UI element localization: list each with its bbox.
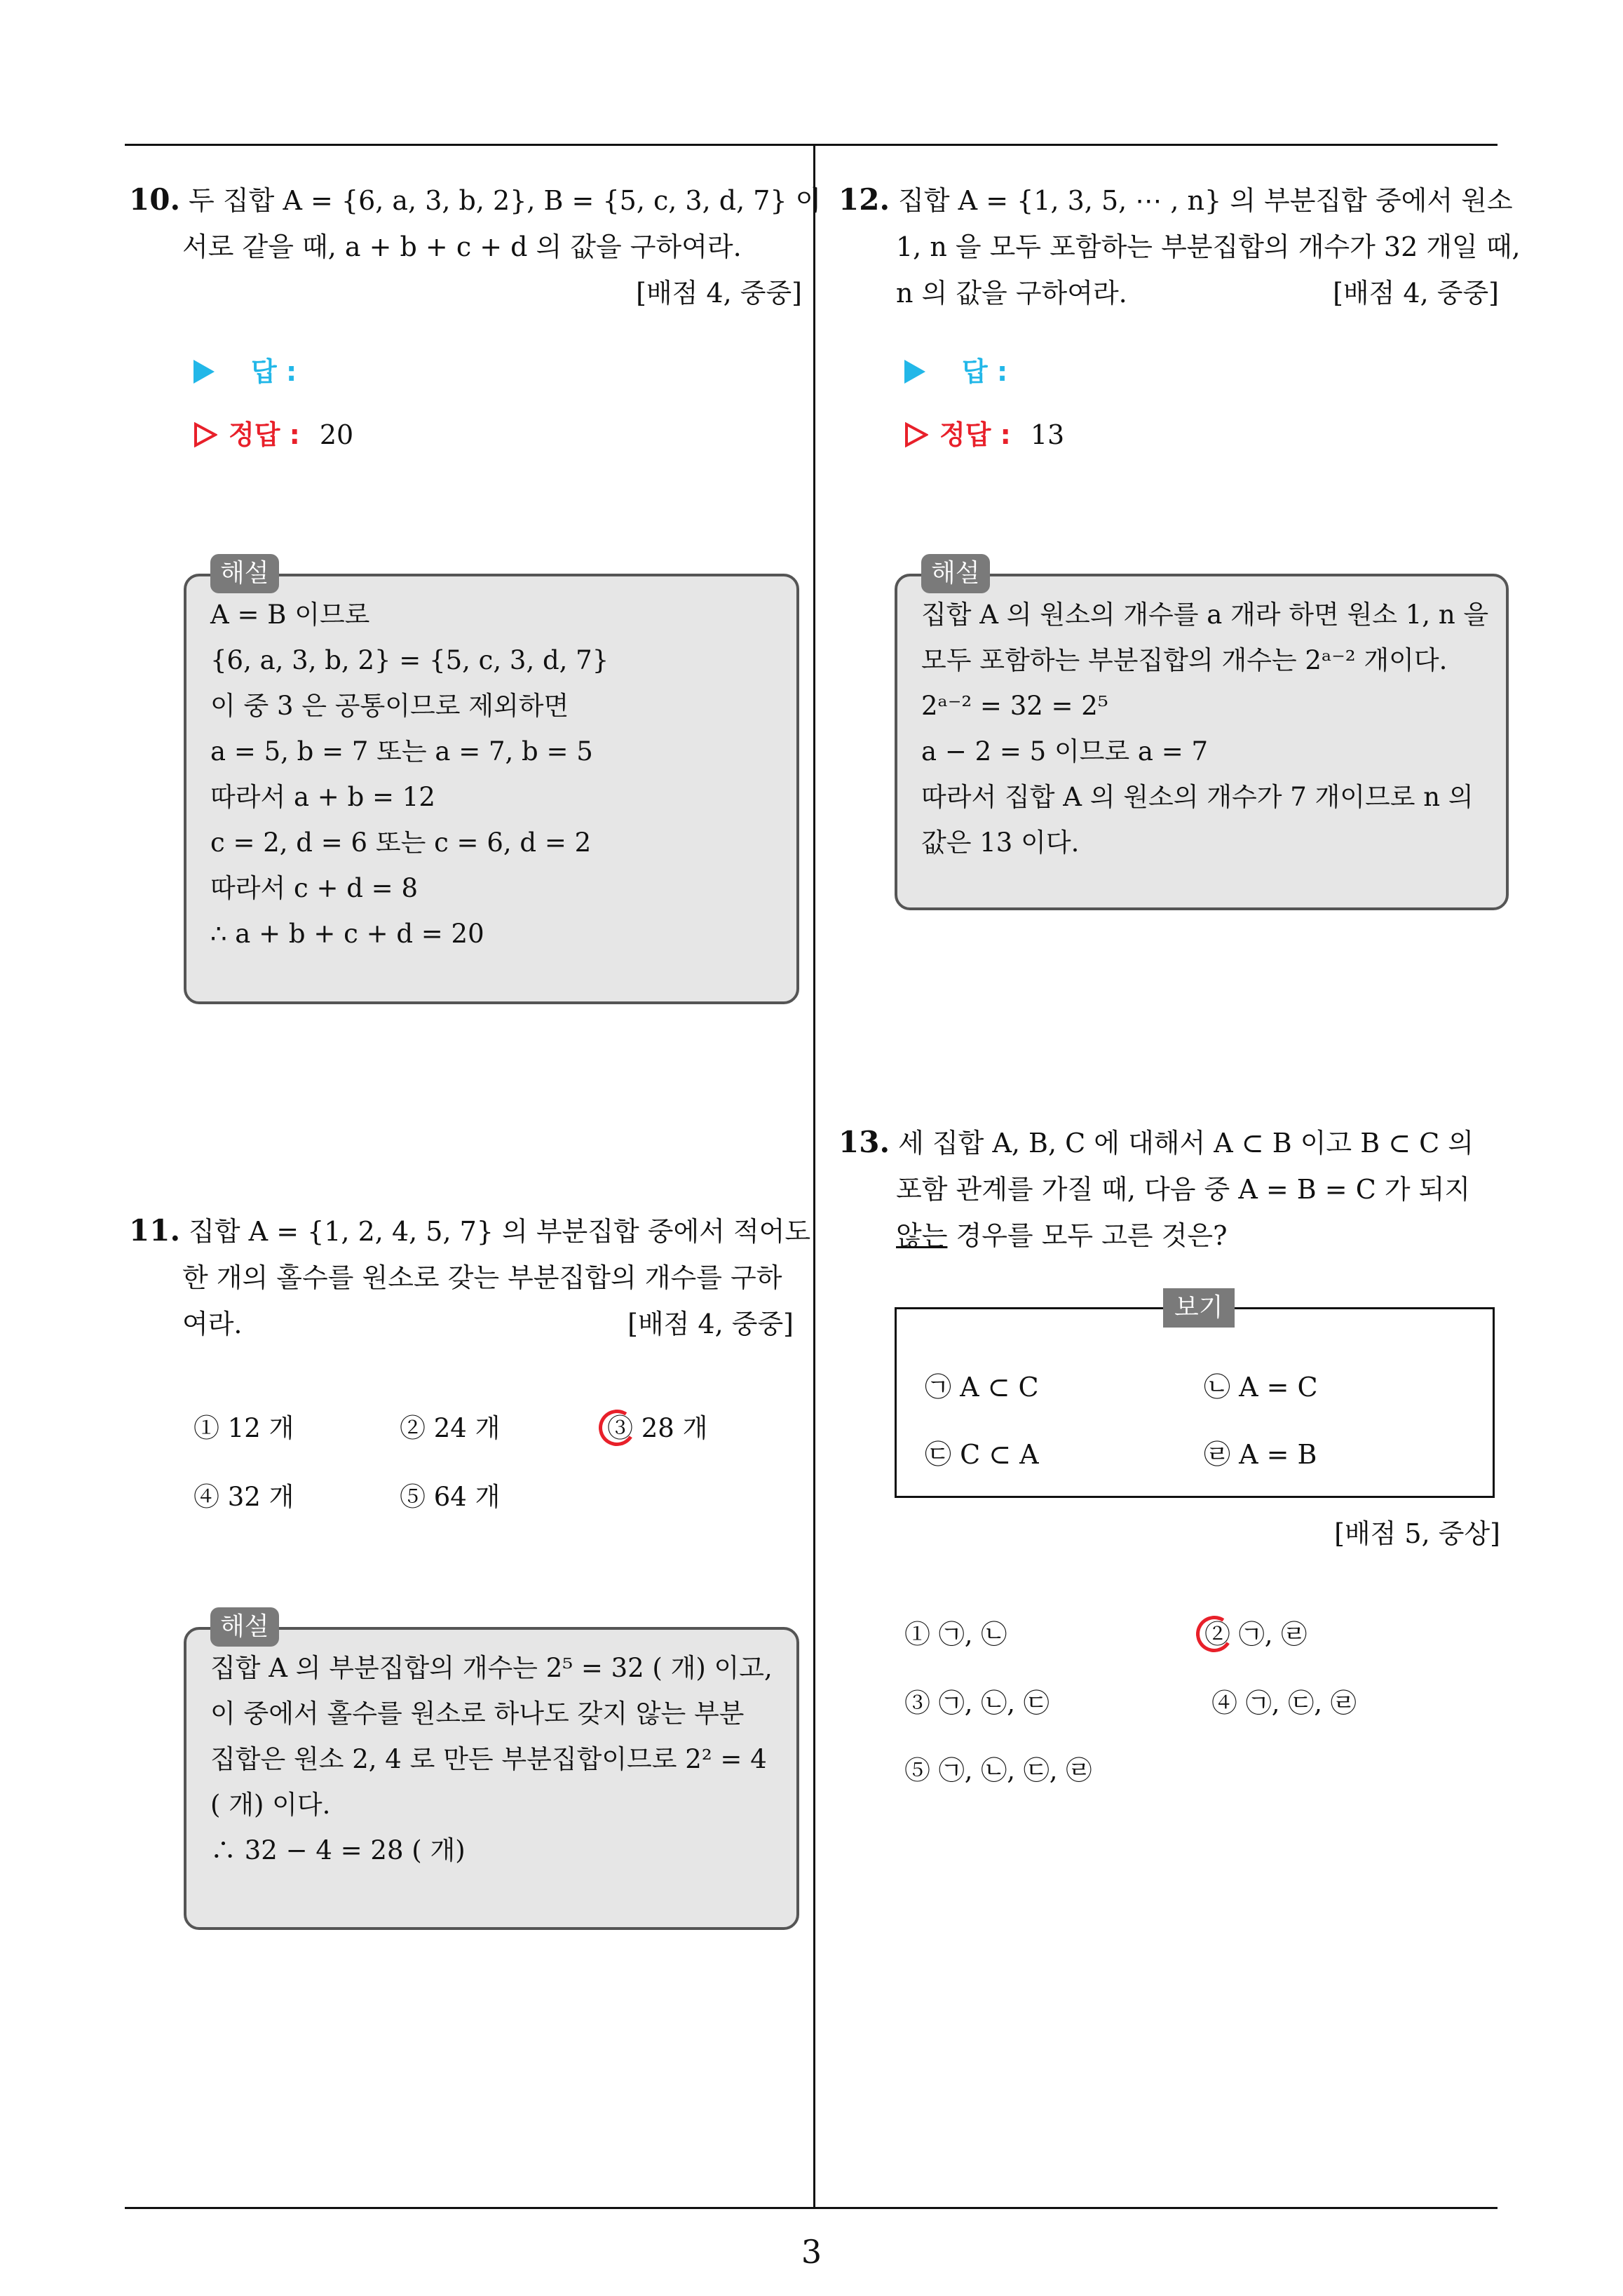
outline-triangle-icon: [904, 422, 928, 447]
question-text: 여라.: [182, 1309, 243, 1339]
solution-line: ∴ 32 − 4 = 28 ( 개): [210, 1835, 466, 1865]
bogi-item: ㉠ A ⊂ C: [925, 1372, 1039, 1403]
solution-line: 집합 A 의 부분집합의 개수는 2⁵ = 32 ( 개) 이고,: [210, 1653, 773, 1683]
question-text: 포함 관계를 가질 때, 다음 중 A = B = C 가 되지: [896, 1174, 1471, 1205]
question-text: n 의 값을 구하여라.: [896, 278, 1127, 309]
bogi-item: ㉣ A = B: [1204, 1439, 1317, 1470]
answer-label: 답 :: [251, 356, 297, 387]
choice-2[interactable]: ② 24 개: [400, 1413, 501, 1443]
choice-4[interactable]: ④ 32 개: [193, 1482, 294, 1512]
question-11: [129, 1208, 811, 1347]
solution-line: a − 2 = 5 이므로 a = 7: [921, 736, 1209, 767]
bogi-item: ㉢ C ⊂ A: [925, 1439, 1039, 1470]
choices-13: [904, 1617, 1507, 1792]
top-rule: [125, 144, 1498, 146]
page-number: 3: [801, 2233, 822, 2271]
choice-1[interactable]: ① 12 개: [193, 1413, 294, 1443]
question-number: 10.: [129, 182, 181, 217]
solution-line: c = 2, d = 6 또는 c = 6, d = 2: [210, 828, 592, 858]
bogi-item: ㉡ A = C: [1204, 1372, 1318, 1403]
bogi-tag: 보기: [1163, 1288, 1235, 1328]
answer-area-12: [904, 351, 1064, 456]
solution-line: A = B 이므로: [210, 600, 370, 630]
answer-area-10: [193, 351, 353, 456]
question-12: [838, 177, 1521, 316]
question-13: [838, 1119, 1516, 1259]
question-text: 집합 A = {1, 3, 5, ⋯ , n} 의 부분집합 중에서 원소: [898, 185, 1513, 216]
solution-line: 이 중에서 홀수를 원소로 하나도 갖지 않는 부분: [210, 1699, 745, 1729]
score-label: [배점 4, 중중]: [627, 1309, 794, 1339]
solution-line: ( 개) 이다.: [210, 1790, 331, 1820]
question-text: 서로 같을 때, a + b + c + d 의 값을 구하여라.: [182, 231, 742, 262]
choice-2[interactable]: ② ㉠, ㉣: [1204, 1619, 1308, 1649]
solution-line: 따라서 집합 A 의 원소의 개수가 7 개이므로 n 의: [921, 782, 1474, 812]
bogi-box: [895, 1293, 1495, 1498]
choice-1[interactable]: ① ㉠, ㉡: [904, 1619, 1007, 1649]
question-text: 두 집합 A = {6, a, 3, b, 2}, B = {5, c, 3, d, 7} 이: [189, 185, 822, 216]
question-10: [129, 177, 822, 316]
solution-line: a = 5, b = 7 또는 a = 7, b = 5: [210, 736, 593, 767]
question-text: 세 집합 A, B, C 에 대해서 A ⊂ B 이고 B ⊂ C 의: [898, 1128, 1474, 1159]
bottom-rule: [125, 2207, 1498, 2209]
choice-5[interactable]: ⑤ 64 개: [400, 1482, 501, 1512]
question-text: 경우를 모두 고른 것은?: [947, 1220, 1228, 1251]
underlined-text: 않는: [896, 1220, 948, 1251]
column-divider: [813, 145, 815, 2208]
solution-line: 모두 포함하는 부분집합의 개수는 2ᵃ⁻² 개이다.: [921, 645, 1448, 675]
solution-line: 값은 13 이다.: [921, 828, 1080, 858]
solution-tag: 해설: [921, 554, 990, 593]
choice-4[interactable]: ④ ㉠, ㉢, ㉣: [1211, 1688, 1357, 1718]
choice-5[interactable]: ⑤ ㉠, ㉡, ㉢, ㉣: [904, 1755, 1092, 1785]
choice-3[interactable]: ③ 28 개: [607, 1413, 708, 1443]
score-label: [배점 5, 중상]: [1334, 1518, 1500, 1549]
question-text: 1, n 을 모두 포함하는 부분집합의 개수가 32 개일 때,: [896, 231, 1521, 262]
outline-triangle-icon: [193, 422, 217, 447]
question-number: 11.: [129, 1213, 181, 1248]
solution-line: 이 중 3 은 공통이므로 제외하면: [210, 691, 569, 721]
choice-3[interactable]: ③ ㉠, ㉡, ㉢: [904, 1688, 1050, 1718]
solution-box-10: [184, 559, 799, 1004]
answer-label: 답 :: [962, 356, 1008, 387]
score-label: [배점 4, 중중]: [1333, 278, 1499, 309]
correct-answer-value: 20: [319, 419, 354, 450]
solution-line: 2ᵃ⁻² = 32 = 2⁵: [921, 691, 1108, 721]
solution-line: 집합 A 의 원소의 개수를 a 개라 하면 원소 1, n 을: [921, 600, 1489, 630]
solution-box-12: [895, 559, 1509, 910]
solution-tag: 해설: [210, 554, 279, 593]
choices-11: [193, 1411, 796, 1516]
correct-answer-label: 정답 :: [229, 419, 300, 450]
solution-line: 따라서 c + d = 8: [210, 873, 418, 903]
question-text: 한 개의 홀수를 원소로 갖는 부분집합의 개수를 구하: [182, 1262, 782, 1293]
solution-box-11: [184, 1612, 799, 1930]
solution-line: 집합은 원소 2, 4 로 만든 부분집합이므로 2² = 4: [210, 1744, 767, 1774]
play-triangle-icon: [904, 360, 925, 384]
question-text: 집합 A = {1, 2, 4, 5, 7} 의 부분집합 중에서 적어도: [189, 1216, 811, 1247]
solution-tag: 해설: [210, 1607, 279, 1647]
play-triangle-icon: [193, 360, 215, 384]
score-label: [배점 4, 중중]: [636, 278, 802, 309]
solution-line: ∴ a + b + c + d = 20: [210, 919, 484, 949]
question-number: 13.: [838, 1125, 890, 1159]
solution-line: 따라서 a + b = 12: [210, 782, 435, 812]
correct-answer-label: 정답 :: [939, 419, 1011, 450]
correct-answer-value: 13: [1030, 419, 1065, 450]
solution-line: {6, a, 3, b, 2} = {5, c, 3, d, 7}: [210, 645, 609, 675]
question-number: 12.: [838, 182, 890, 217]
